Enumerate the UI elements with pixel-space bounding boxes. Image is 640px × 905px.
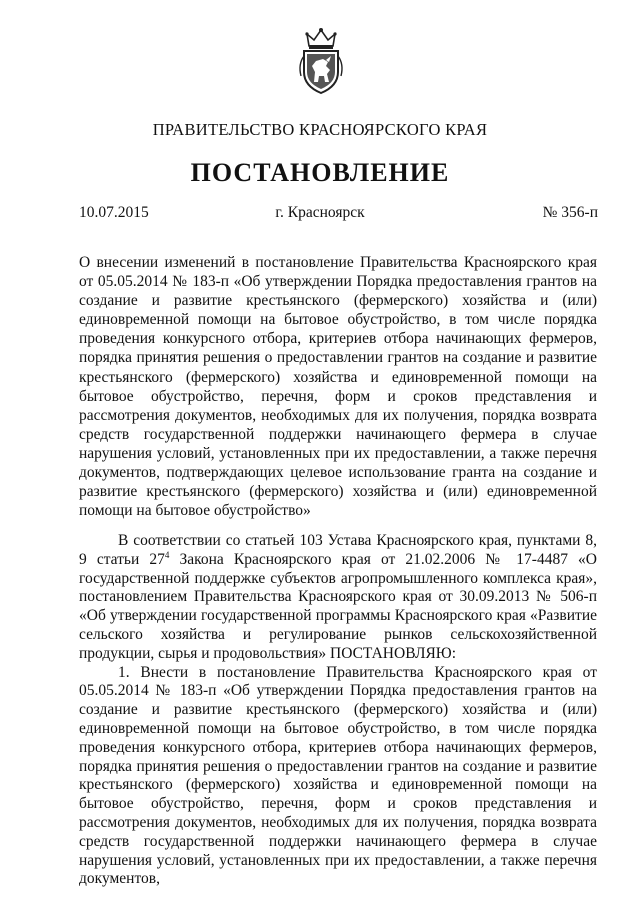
document-date: 10.07.2015 — [79, 204, 149, 221]
document-type-title: ПОСТАНОВЛЕНИЕ — [190, 158, 450, 187]
document-number: № 356-п — [542, 204, 598, 221]
preamble-text-start: В соответствии со статьей 103 Устава Красноярского края, пунктами 8, 9 статьи 27 — [79, 532, 597, 568]
document-subject: О внесении изменений в постановление Правительства Красноярского края от 05.05.2014 № 183-п «Об утверждении Порядка предоставления грантов на создание и развитие крестьянского (фермерского) хозяйства и (или) единовременной помощи на бытовое обустройство, в том числе порядка проведения конкурсного отбора, критериев отбора начинающих фермеров, порядка принятия решения о предоставлении грантов на создание и развитие крестьянского (фермерского) хозяйства и единовременной помощи на бытовое обустройство, перечня, форм и сроков представления и рассмотрения документов, необходимых для их получения, порядка возврата средств государственной поддержки начинающего фермера в случае нарушения условий, установленных при их предоставлении, а также перечня документов, подтверждающих целевое использование гранта на создание и развитие крестьянского (фермерского) хозяйства и (или) единовременной помощи на бытовое обустройство» — [79, 254, 597, 520]
body-paragraph-preamble — [79, 532, 597, 664]
body-paragraph-item-1: 1. Внести в постановление Правительства Красноярского края от 05.05.2014 № 183-п «Об утверждении Порядка предоставления грантов на создание и развитие крестьянского (фермерского) хозяйства и (или) единовременной помощи на бытовое обустройство, в том числе порядка проведения конкурсного отбора, критериев отбора начинающих фермеров, порядка принятия решения о предоставлении грантов на создание и развитие крестьянского (фермерского) хозяйства и единовременной помощи на бытовое обустройство, перечня, форм и сроков представления и рассмотрения документов, необходимых для их получения, порядка возврата средств государственной поддержки начинающего фермера в случае нарушения условий, установленных при их предоставлении, а также перечня документов, — [79, 663, 597, 888]
document-body — [79, 532, 597, 889]
government-name: ПРАВИТЕЛЬСТВО КРАСНОЯРСКОГО КРАЯ — [152, 120, 488, 139]
document-city: г. Красноярск — [275, 204, 365, 221]
krasnoyarsk-coat-of-arms-icon — [296, 26, 346, 96]
preamble-text-end: Закона Красноярского края от 21.02.2006 № 17-4487 «О государственной поддержке субъектов агропромышленного комплекса края», постановлением Правительства Красноярского края от 30.09.2013 № 506-п «Об утверждении государственной программы Красноярского края «Развитие сельского хозяйства и регулирование рынков сельскохозяйственной продукции, сырья и продовольствия» ПОСТАНОВЛЯЮ: — [79, 550, 597, 662]
article-superscript: 4 — [164, 549, 170, 560]
